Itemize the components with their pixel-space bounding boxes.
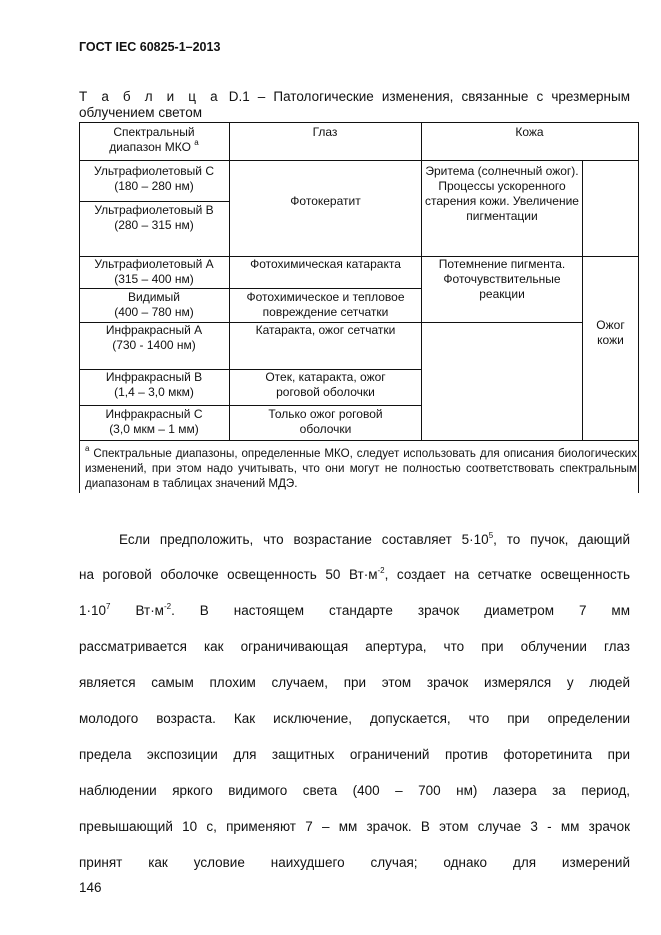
rule-top [79, 122, 639, 123]
body-line-1a: Если предположить, что возрастание составляет 5·10 [119, 532, 489, 547]
pathology-table [79, 122, 639, 493]
range-irb [79, 370, 229, 400]
body-line-7: предела экспозиции для защитных ограничений против фоторетинита при [79, 747, 630, 762]
rule-header [79, 160, 639, 161]
body-line-1-sup: 5 [488, 531, 494, 540]
body-line-3 [79, 603, 630, 619]
range-irc-value: (3,0 мкм – 1 мм) [109, 422, 199, 436]
skin-erythema: Эритема (солнечный ожог). Процессы ускоренного старения кожи. Увеличение пигментации [425, 164, 579, 223]
rule-footnote [79, 440, 639, 441]
body-line-9: превышающий 10 с, применяют 7 – мм зрачок. В этом случае 3 - мм зрачок [79, 819, 630, 834]
range-uvc-name: Ультрафиолетовый С [94, 164, 214, 178]
body-line-3-sup2: -2 [163, 602, 172, 611]
body-line-10: принят как условие наихудшего случая; однако для измерений [79, 855, 630, 870]
range-uva-value: (315 – 400 нм) [114, 272, 194, 286]
header-spectral [79, 125, 229, 155]
rule-row1 [79, 201, 229, 202]
table-caption-line2: облучением светом [79, 105, 202, 120]
body-line-6: молодого возраста. Как исключение, допускается, что при определении [79, 711, 630, 726]
eye-edema-cataract: Отек, катаракта, ожог роговой оболочки [265, 370, 386, 399]
header-eye: Глаз [312, 125, 338, 139]
body-line-1 [119, 532, 630, 548]
table-caption [79, 89, 630, 104]
range-irb-value: (1,4 – 3,0 мкм) [114, 385, 194, 399]
range-uvc [79, 164, 229, 194]
body-line-2b: , создает на сетчатке освещенность [384, 567, 630, 582]
eye-photochemical-cataract: Фотохимическая катаракта [250, 257, 401, 271]
document-header: ГОСТ IEC 60825-1–2013 [79, 40, 221, 54]
range-irc [79, 407, 229, 437]
range-uvb [79, 203, 229, 233]
rule-col1 [229, 122, 230, 440]
range-irc-name: Инфракрасный С [105, 407, 203, 421]
body-line-5: является самым плохим случаем, при этом зрачок измерялся у людей [79, 675, 630, 690]
caption-prefix: Т а б л и ц а [79, 89, 221, 104]
range-uvc-value: (180 – 280 нм) [114, 179, 194, 193]
footnote-mark: а [85, 444, 90, 453]
range-uvb-value: (280 – 315 нм) [114, 218, 194, 232]
body-line-2 [79, 567, 630, 583]
range-irb-name: Инфракрасный В [105, 370, 203, 384]
caption-rest: D.1 – Патологические изменения, связанные с чрезмерным [220, 89, 630, 104]
table-footnote [85, 446, 637, 491]
body-line-3-sup: 7 [106, 602, 111, 611]
range-ira-value: (730 - 1400 нм) [112, 338, 196, 352]
body-line-2a: на роговой оболочке освещенность 50 Вт·м [79, 567, 378, 582]
skin-pigment-darkening: Потемнение пигмента. Фоточувствительные реакции [438, 257, 566, 301]
eye-retina-damage: Фотохимическое и тепловое повреждение сетчатки [246, 290, 405, 319]
eye-cataract-burn: Катаракта, ожог сетчатки [255, 323, 396, 337]
range-visible-name: Видимый [128, 290, 180, 304]
rule-row3 [79, 288, 421, 289]
header-spectral-line2 [79, 140, 229, 155]
skin-burn: Ожог кожи [596, 318, 625, 347]
header-spectral-line1: Спектральный [113, 125, 195, 139]
body-line-4: рассматривается как ограничивающая апертура, что при облучении глаз [79, 639, 630, 654]
range-ira [79, 323, 229, 353]
header-footnote-mark: а [194, 138, 199, 147]
range-visible-value: (400 – 780 нм) [114, 305, 194, 319]
body-line-8: наблюдении яркого видимого света (400 – 700 нм) лазера за период, [79, 783, 630, 798]
range-uva-name: Ультрафиолетовый А [94, 257, 214, 271]
header-skin: Кожа [515, 125, 544, 139]
range-visible [79, 290, 229, 320]
body-line-3b: Вт·м [110, 603, 164, 618]
rule-row6 [79, 405, 421, 406]
rule-col3 [582, 160, 583, 440]
eye-cornea-burn: Только ожог роговой оболочки [268, 407, 383, 436]
footnote-text: Спектральные диапазоны, определенные МКО, следует использовать для описания биологических изменений, при этом надо учитывать, что они могут не полностью соответствовать спектральным диапазонам в таблицах значений МДЭ. [85, 447, 637, 490]
range-uva [79, 257, 229, 287]
body-line-2-sup: -2 [377, 566, 385, 575]
body-line-3a: 1·10 [79, 603, 107, 618]
body-line-3c: . В настоящем стандарте зрачок диаметром 7 мм [171, 603, 630, 618]
rule-right [638, 122, 639, 493]
page-number: 146 [79, 880, 102, 895]
header-spectral-text: диапазон МКО [109, 140, 191, 154]
range-ira-name: Инфракрасный А [105, 323, 203, 337]
range-uvb-name: Ультрафиолетовый В [94, 203, 214, 217]
eye-photokeratitis: Фотокератит [290, 194, 361, 208]
body-line-1b: , то пучок, дающий [493, 532, 630, 547]
